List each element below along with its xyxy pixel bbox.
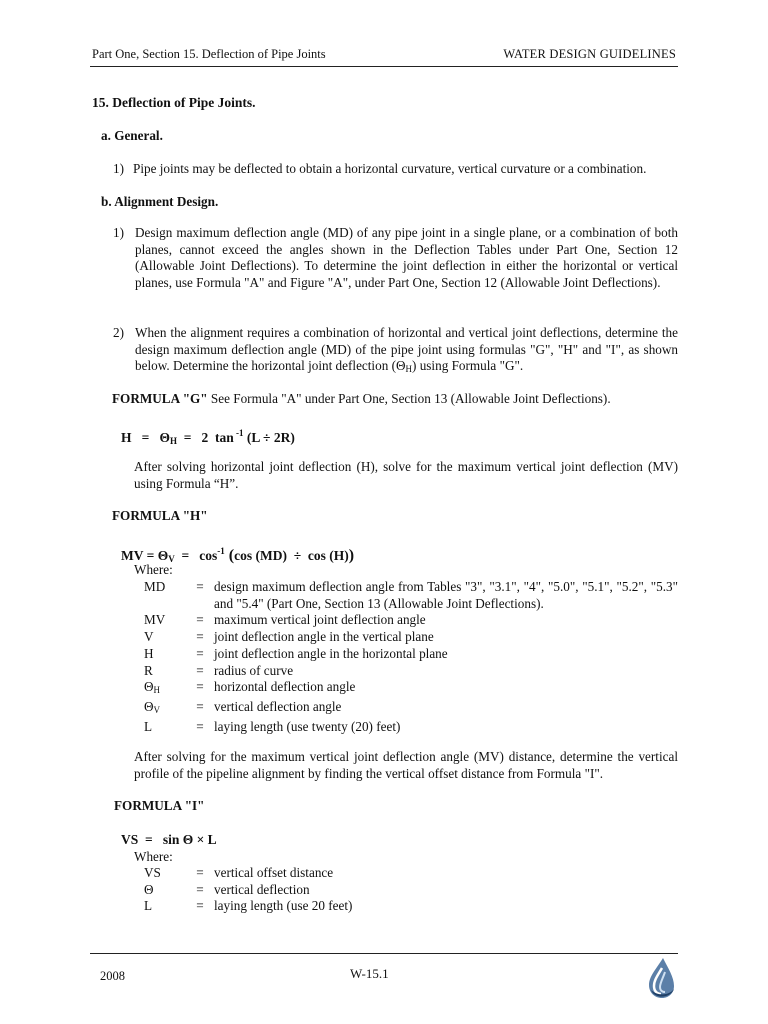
footer-page-number: W-15.1	[350, 966, 389, 981]
definition-text: vertical deflection angle	[214, 698, 342, 714]
header-rule	[90, 66, 678, 67]
definition-text: radius of curve	[214, 662, 294, 678]
formula-i-equation: VS = sin Θ × L	[121, 832, 217, 847]
definition-text: maximum vertical joint deflection angle	[214, 612, 426, 628]
definition-symbol: Θ	[144, 881, 154, 897]
header-section-title: Part One, Section 15. Deflection of Pipe Joints	[92, 47, 326, 61]
water-drop-logo-icon	[643, 956, 677, 1000]
footer-year: 2008	[100, 969, 125, 983]
definition-equals: =	[196, 612, 204, 628]
definition-text: horizontal deflection angle	[214, 679, 356, 695]
definition-text: joint deflection angle in the vertical plane	[214, 629, 434, 645]
definition-symbol: $\Theta_V$	[144, 698, 161, 715]
definition-symbol: V	[144, 629, 154, 645]
definition-symbol: $\Theta_H$	[144, 679, 161, 696]
formula-g-note: See Formula "A" under Part One, Section 13 (Allowable Joint Deflections).	[207, 391, 611, 406]
footer-rule	[90, 953, 678, 954]
header-document-title: WATER DESIGN GUIDELINES	[503, 47, 676, 61]
definition-row	[134, 679, 678, 699]
formula-i-label: FORMULA "I"	[114, 798, 205, 813]
item-number: 1)	[113, 161, 124, 176]
definition-equals: =	[196, 679, 204, 695]
definition-equals: =	[196, 579, 204, 594]
definition-symbol: H	[144, 645, 154, 661]
definition-text: design maximum deflection angle from Tables "3", "3.1", "4", "5.0", "5.1", "5.2", "5.3" and "5.4" (Part One, Section 13 (Allowable Joint Deflections).	[214, 579, 678, 611]
formula-g-equation: $H = \Theta_H = 2$ tan $^{-1}$ (L ÷ 2R)	[121, 428, 295, 446]
definition-text: joint deflection angle in the horizontal plane	[214, 645, 448, 661]
formula-i-definitions-table	[134, 865, 434, 915]
definition-equals: =	[196, 881, 204, 897]
definition-row	[134, 646, 678, 663]
item-number: 2)	[113, 325, 124, 340]
formula-i-where-label: Where:	[134, 849, 173, 864]
item-number: 1)	[113, 225, 124, 240]
definition-symbol: MD	[144, 579, 166, 594]
formula-g-after-text: After solving horizontal joint deflection (H), solve for the maximum vertical joint deflection (MV) using Formula “H”.	[134, 459, 678, 491]
definition-equals: =	[196, 698, 204, 714]
alignment-item-1	[113, 225, 678, 291]
definition-text: laying length (use 20 feet)	[214, 898, 353, 914]
definition-row	[134, 699, 678, 719]
formula-g-line	[112, 391, 611, 408]
general-item-1	[113, 161, 703, 178]
formula-h-definitions-table	[134, 579, 678, 735]
definition-symbol: MV	[144, 612, 166, 628]
definition-row	[134, 663, 678, 680]
subsection-b-heading: b. Alignment Design.	[101, 194, 219, 209]
item-text: Pipe joints may be deflected to obtain a horizontal curvature, vertical curvature or a combination.	[133, 161, 647, 176]
definition-row	[134, 579, 678, 612]
definition-text: vertical deflection	[214, 881, 310, 897]
definition-row	[134, 719, 678, 736]
definition-equals: =	[196, 718, 204, 734]
definition-equals: =	[196, 865, 204, 880]
definition-symbol: L	[144, 718, 153, 734]
item-text: When the alignment requires a combination of horizontal and vertical joint deflections, determine the design maximum deflection angle (MD) of the pipe joint using formulas "G", "H" and "I", as shown below. Determine the horizontal joint deflection $(\Theta_H)$ using Formula "G".	[135, 325, 678, 374]
definition-row	[134, 865, 434, 882]
definition-equals: =	[196, 645, 204, 661]
definition-text: vertical offset distance	[214, 865, 334, 880]
definition-row	[134, 629, 678, 646]
definition-equals: =	[196, 629, 204, 645]
definition-equals: =	[196, 662, 204, 678]
definition-row	[134, 882, 434, 899]
formula-g-label: FORMULA "G"	[112, 391, 208, 406]
item-text: Design maximum deflection angle (MD) of any pipe joint in a single plane, or a combination of both planes, cannot exceed the angles shown in the Deflection Tables under Part One, Section 12 (Allowable Joint Deflections). To determine the joint deflection in either the horizontal or vertical planes, use Formula "A" and Figure "A", under Part One, Section 12 (Allowable Joint Deflections).	[135, 225, 678, 290]
definition-row	[134, 612, 678, 629]
subsection-a-heading: a. General.	[101, 128, 163, 143]
section-title: 15. Deflection of Pipe Joints.	[92, 95, 256, 110]
definition-symbol: VS	[144, 865, 161, 880]
formula-h-where-label: Where:	[134, 562, 173, 577]
definition-text: laying length (use twenty (20) feet)	[214, 718, 401, 734]
definition-symbol: R	[144, 662, 153, 678]
formula-h-after-text: After solving for the maximum vertical joint deflection angle (MV) distance, determine the vertical profile of the pipeline alignment by finding the vertical offset distance from Formula "I".	[134, 749, 678, 781]
formula-h-label: FORMULA "H"	[112, 508, 208, 523]
definition-row	[134, 898, 434, 915]
alignment-item-2	[113, 325, 678, 378]
definition-symbol: L	[144, 898, 153, 914]
definition-equals: =	[196, 898, 204, 914]
formula-h-equation: MV = $\Theta_V = \cos^{-1} (\cos$ (MD) ÷ cos (H))	[121, 546, 355, 564]
